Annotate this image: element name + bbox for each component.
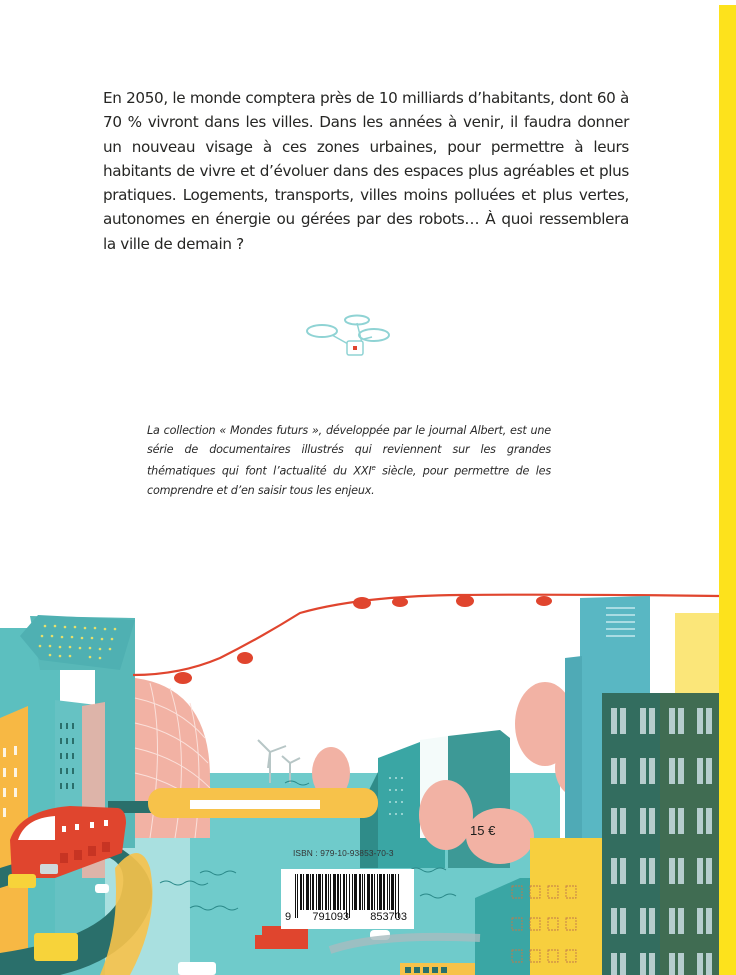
- isbn-label: ISBN : 979-10-93853-70-3: [293, 848, 394, 858]
- price-label: 15 €: [470, 823, 496, 838]
- barcode: [281, 869, 414, 929]
- collection-description: La collection « Mondes futurs », développée par le journal Albert, est une série de documentaires illustrés qui reviennent sur les grandes thématiques qui font l’actualité du XXIe siècle, pour permettre de les comprendre et d’en saisir tous les enjeux.: [147, 424, 551, 497]
- back-cover-blurb: [103, 86, 629, 256]
- drone-icon: [302, 313, 392, 363]
- blurb-text: En 2050, le monde comptera près de 10 milliards d’habitants, dont 60 à 70 % vivront dans les villes. Dans les années à venir, il faudra donner un nouveau visage à ces zones urbaines, pour permettre à leurs habitants de vivre et d’évoluer dans des espaces plus agréables et plus pratiques. Logements, transports, villes moins polluées et plus vertes, autonomes en énergie ou gérées par des robots… À quoi ressemblera la ville de demain ?: [103, 89, 629, 253]
- book-spine-strip: [719, 5, 736, 975]
- barcode-digits: 9 791093 853703: [285, 911, 407, 923]
- barcode-bars: [295, 874, 407, 914]
